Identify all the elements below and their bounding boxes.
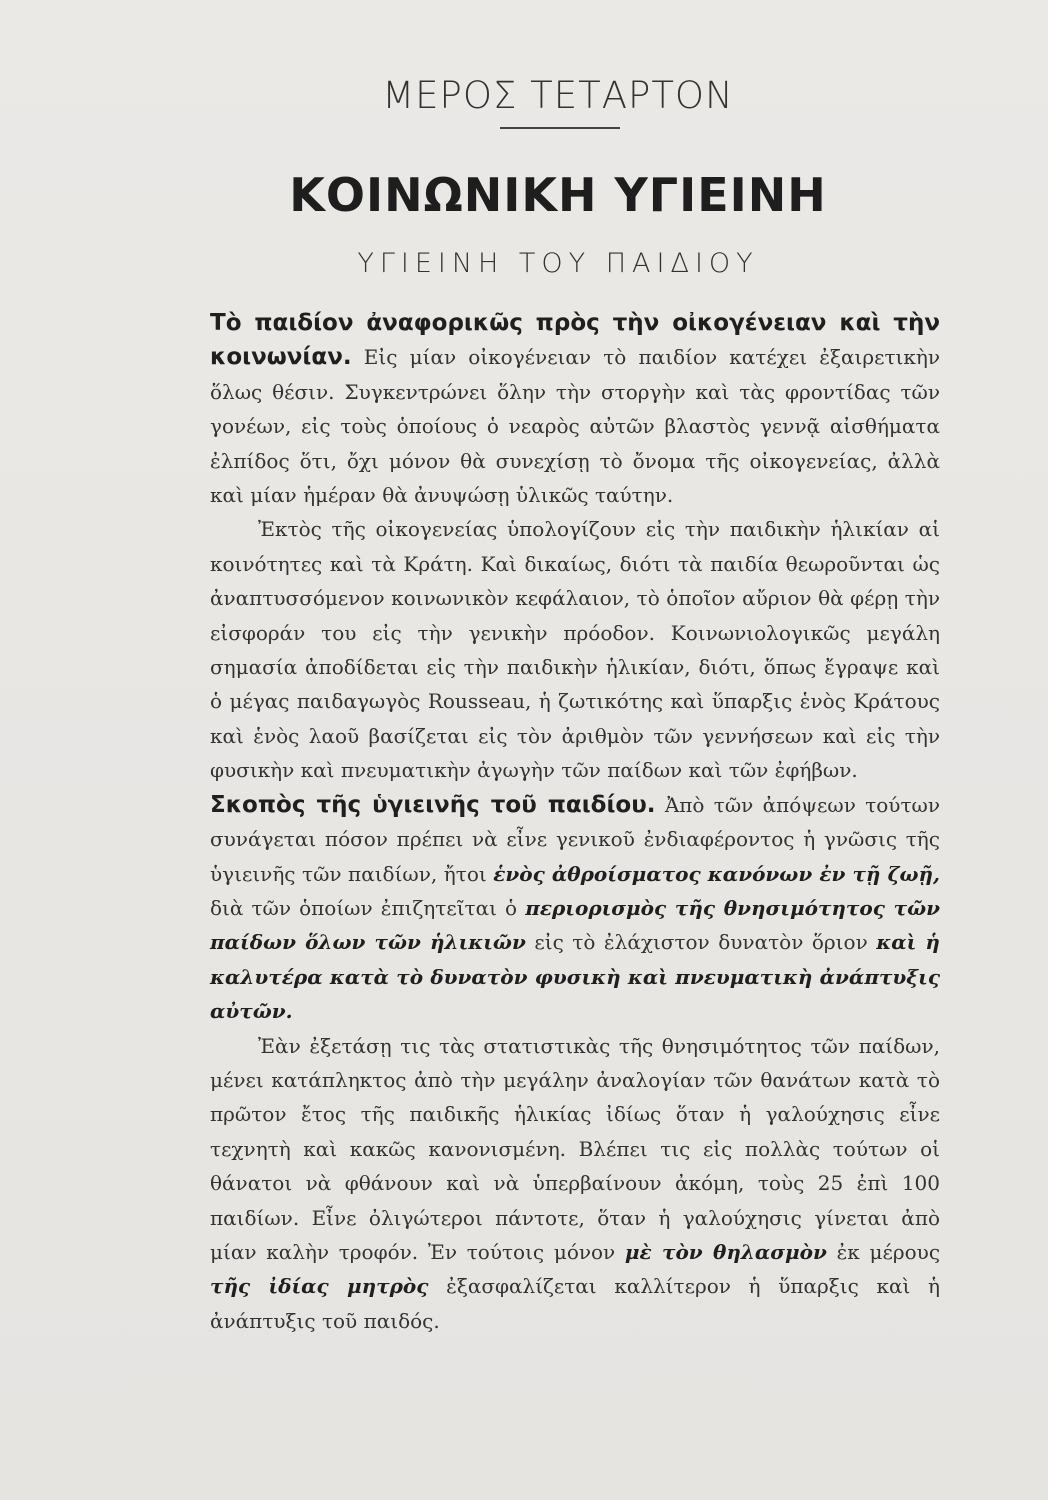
- paragraph-3-text-a: Ἀπὸ τῶν ἀπόψεων τούτων συνάγεται πόσον πρέπει νὰ εἶνε γενικοῦ ἐνδιαφέροντος ἡ γνῶσις τῆς ὑγιεινῆς τῶν παιδίων, ἤτοι: [210, 792, 940, 886]
- body-text: [210, 306, 940, 1338]
- paragraph-1: [210, 306, 940, 512]
- paragraph-3: [210, 788, 940, 1029]
- heading-divider: [500, 127, 620, 129]
- paragraph-2-text: Ἐκτὸς τῆς οἰκογενείας ὑπολογίζουν εἰς τὴν παιδικὴν ἡλικίαν αἱ κοινότητες καὶ τὰ Κράτη. Καὶ δικαίως, διότι τὰ παιδία θεωροῦνται ὡς ἀναπτυσσόμενον κοινωνικὸν κεφάλαιον, τὸ ὁποῖον αὔριον θὰ φέρῃ τὴν εἰσφοράν του εἰς τὴν γενικὴν πρόοδον. Κοινωνιολογικῶς μεγάλη σημασία ἀποδίδεται εἰς τὴν παιδικὴν ἡλικίαν, διότι, ὅπως ἔγραψε καὶ ὁ μέγας παιδαγωγὸς Rousseau, ἡ ζωτικότης καὶ ὕπαρξις ἑνὸς Κράτους καὶ ἑνὸς λαοῦ βασίζεται εἰς τὸν ἀριθμὸν τῶν γεννήσεων καὶ εἰς τὴν φυσικὴν καὶ πνευματικὴν ἀγωγὴν τῶν παίδων καὶ τῶν ἐφήβων.: [210, 517, 940, 783]
- paragraph-1-text: Εἰς μίαν οἰκογένειαν τὸ παιδίον κατέχει ἐξαιρετικὴν ὅλως θέσιν. Συγκεντρώνει ὅλην τὴν στοργὴν καὶ τὰς φροντίδας τῶν γονέων, εἰς τοὺς ὁποίους ὁ νεαρὸς αὐτῶν βλαστὸς γεννᾷ αἰσθήματα ἐλπίδος ὅτι, ὄχι μόνον θὰ συνεχίσῃ τὸ ὄνομα τῆς οἰκογενείας, ἀλλὰ καὶ μίαν ἡμέραν θὰ ἀνυψώσῃ ὑλικῶς ταύτην.: [210, 345, 940, 508]
- paragraph-3-text-b: διὰ τῶν ὁποίων ἐπιζητεῖται ὁ: [210, 895, 526, 920]
- paragraph-4-text-a: Ἐὰν ἐξετάσῃ τις τὰς στατιστικὰς τῆς θνησιμότητος τῶν παίδων, μένει κατάπληκτος ἀπὸ τὴν μεγάλην ἀναλογίαν τῶν θανάτων κατὰ τὸ πρῶτον ἔτος τῆς παιδικῆς ἡλικίας ἰδίως ὅταν ἡ γαλούχησις εἶνε τεχνητὴ καὶ κακῶς κανονισμένη. Βλέπει τις εἰς πολλὰς τούτων οἱ θάνατοι νὰ φθάνουν καὶ νὰ ὑπερβαίνουν ἀκόμη, τοὺς 25 ἐπὶ 100 παιδίων. Εἶνε ὀλιγώτεροι πάντοτε, ὅταν ἡ γαλούχησις γίνεται ἀπὸ μίαν καλὴν τροφόν. Ἐν τούτοις μόνον: [210, 1033, 940, 1264]
- paragraph-3-emphasis-c: καὶ ἡ καλυτέρα κατὰ τὸ δυνατὸν φυσικὴ καὶ πνευματικὴ ἀνάπτυξις αὐτῶν.: [210, 930, 940, 1024]
- paragraph-4-emphasis-a: μὲ τὸν θηλασμὸν: [624, 1239, 827, 1264]
- part-heading: ΜΕΡΟΣ ΤΕΤΑΡΤΟΝ: [382, 74, 734, 117]
- paragraph-3-emphasis-b: περιορισμὸς τῆς θνησιμότητος τῶν παίδων ὅλων τῶν ἡλικιῶν: [210, 895, 940, 955]
- paragraph-3-emphasis-a: ἑνὸς ἀθροίσματος κανόνων ἐν τῇ ζωῇ,: [493, 861, 940, 886]
- paragraph-2: [210, 512, 940, 787]
- paragraph-4-text-c: ἐξασφαλίζεται καλλίτερον ἡ ὕπαρξις καὶ ἡ ἀνάπτυξις τοῦ παιδός.: [210, 1274, 940, 1333]
- paragraph-4-emphasis-b: τῆς ἰδίας μητρὸς: [210, 1274, 429, 1299]
- chapter-title: ΚΟΙΝΩΝΙΚΗ ΥΓΙΕΙΝΗ: [289, 168, 827, 222]
- section-subtitle: ΥΓΙΕΙΝΗ ΤΟΥ ΠΑΙΔΙΟΥ: [357, 248, 759, 279]
- paragraph-3-heading: Σκοπὸς τῆς ὑγιεινῆς τοῦ παιδίου.: [210, 791, 656, 818]
- paragraph-1-heading: Τὸ παιδίον ἀναφορικῶς πρὸς τὴν οἰκογένειαν καὶ τὴν κοινωνίαν.: [210, 310, 940, 371]
- paragraph-3-text-c: εἰς τὸ ἐλάχιστον δυνατὸν ὅριον: [525, 930, 877, 955]
- paragraph-4: [210, 1029, 940, 1339]
- paragraph-4-text-b: ἐκ μέρους: [826, 1239, 941, 1264]
